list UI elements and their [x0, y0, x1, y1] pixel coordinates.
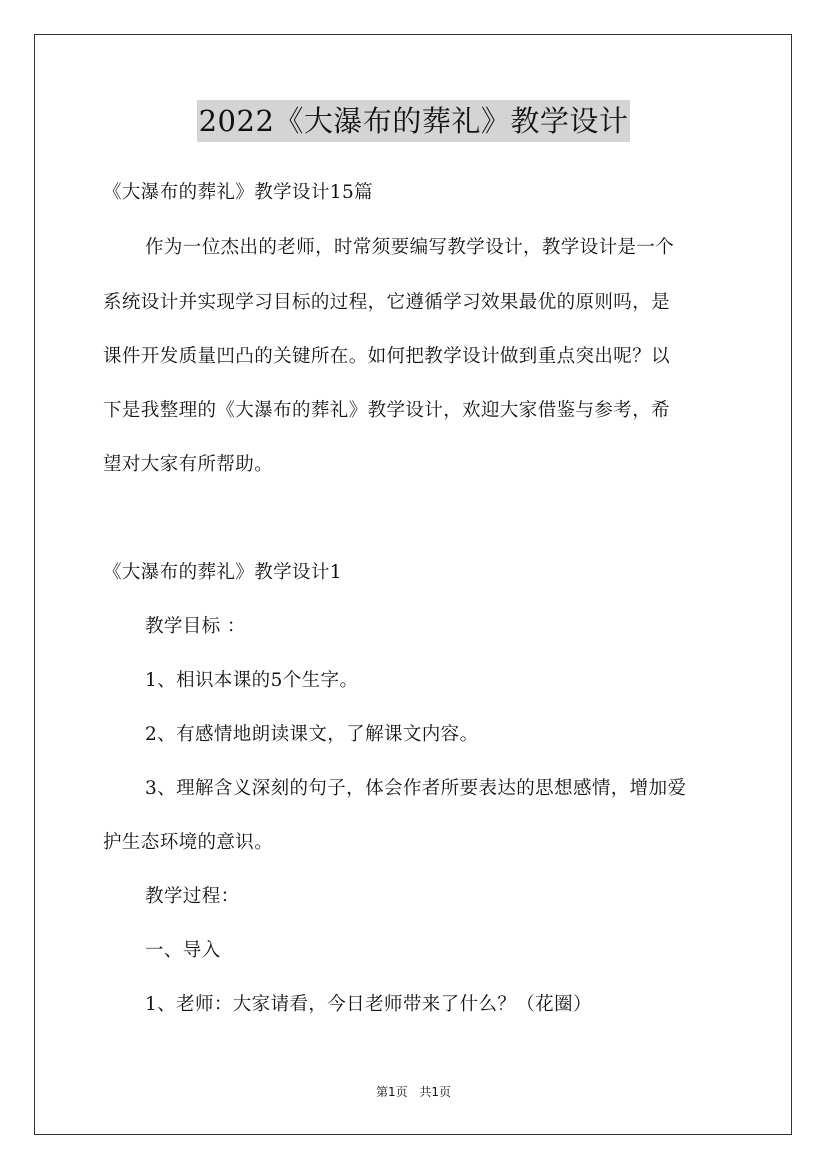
page-footer [0, 1084, 827, 1100]
goals-label: 教学目标 ： [145, 616, 246, 637]
document-title: 2022《大瀑布的葬礼》教学设计 [197, 100, 631, 142]
page-number: 第1页 [375, 1085, 408, 1099]
step-item-1: 1、老师：大家请看，今日老师带来了什么？（花圈） [145, 994, 592, 1015]
goal-item-3-line-2: 护生态环境的意识。 [103, 832, 274, 853]
title-container [0, 100, 827, 142]
goal-item-3-line-1: 3、理解含义深刻的句子，体会作者所要表达的思想感情，增加爱 [145, 778, 687, 799]
page-total: 共1页 [419, 1085, 452, 1099]
process-label: 教学过程： [145, 886, 240, 907]
intro-line-1: 作为一位杰出的老师，时常须要编写教学设计，教学设计是一个 [145, 237, 675, 258]
step-heading-1: 一、导入 [145, 940, 221, 961]
goal-item-1: 1、相识本课的5个生字。 [145, 670, 359, 691]
section-heading: 《大瀑布的葬礼》教学设计1 [103, 562, 342, 583]
intro-line-4: 下是我整理的《大瀑布的葬礼》教学设计，欢迎大家借鉴与参考，希 [103, 400, 671, 421]
document-subtitle: 《大瀑布的葬礼》教学设计15篇 [103, 182, 374, 203]
goal-item-2: 2、有感情地朗读课文，了解课文内容。 [145, 724, 479, 745]
intro-line-2: 系统设计并实现学习目标的过程，它遵循学习效果最优的原则吗，是 [103, 292, 671, 313]
intro-line-3: 课件开发质量凹凸的关键所在。如何把教学设计做到重点突出呢？以 [103, 346, 671, 367]
intro-line-5: 望对大家有所帮助。 [103, 454, 274, 475]
